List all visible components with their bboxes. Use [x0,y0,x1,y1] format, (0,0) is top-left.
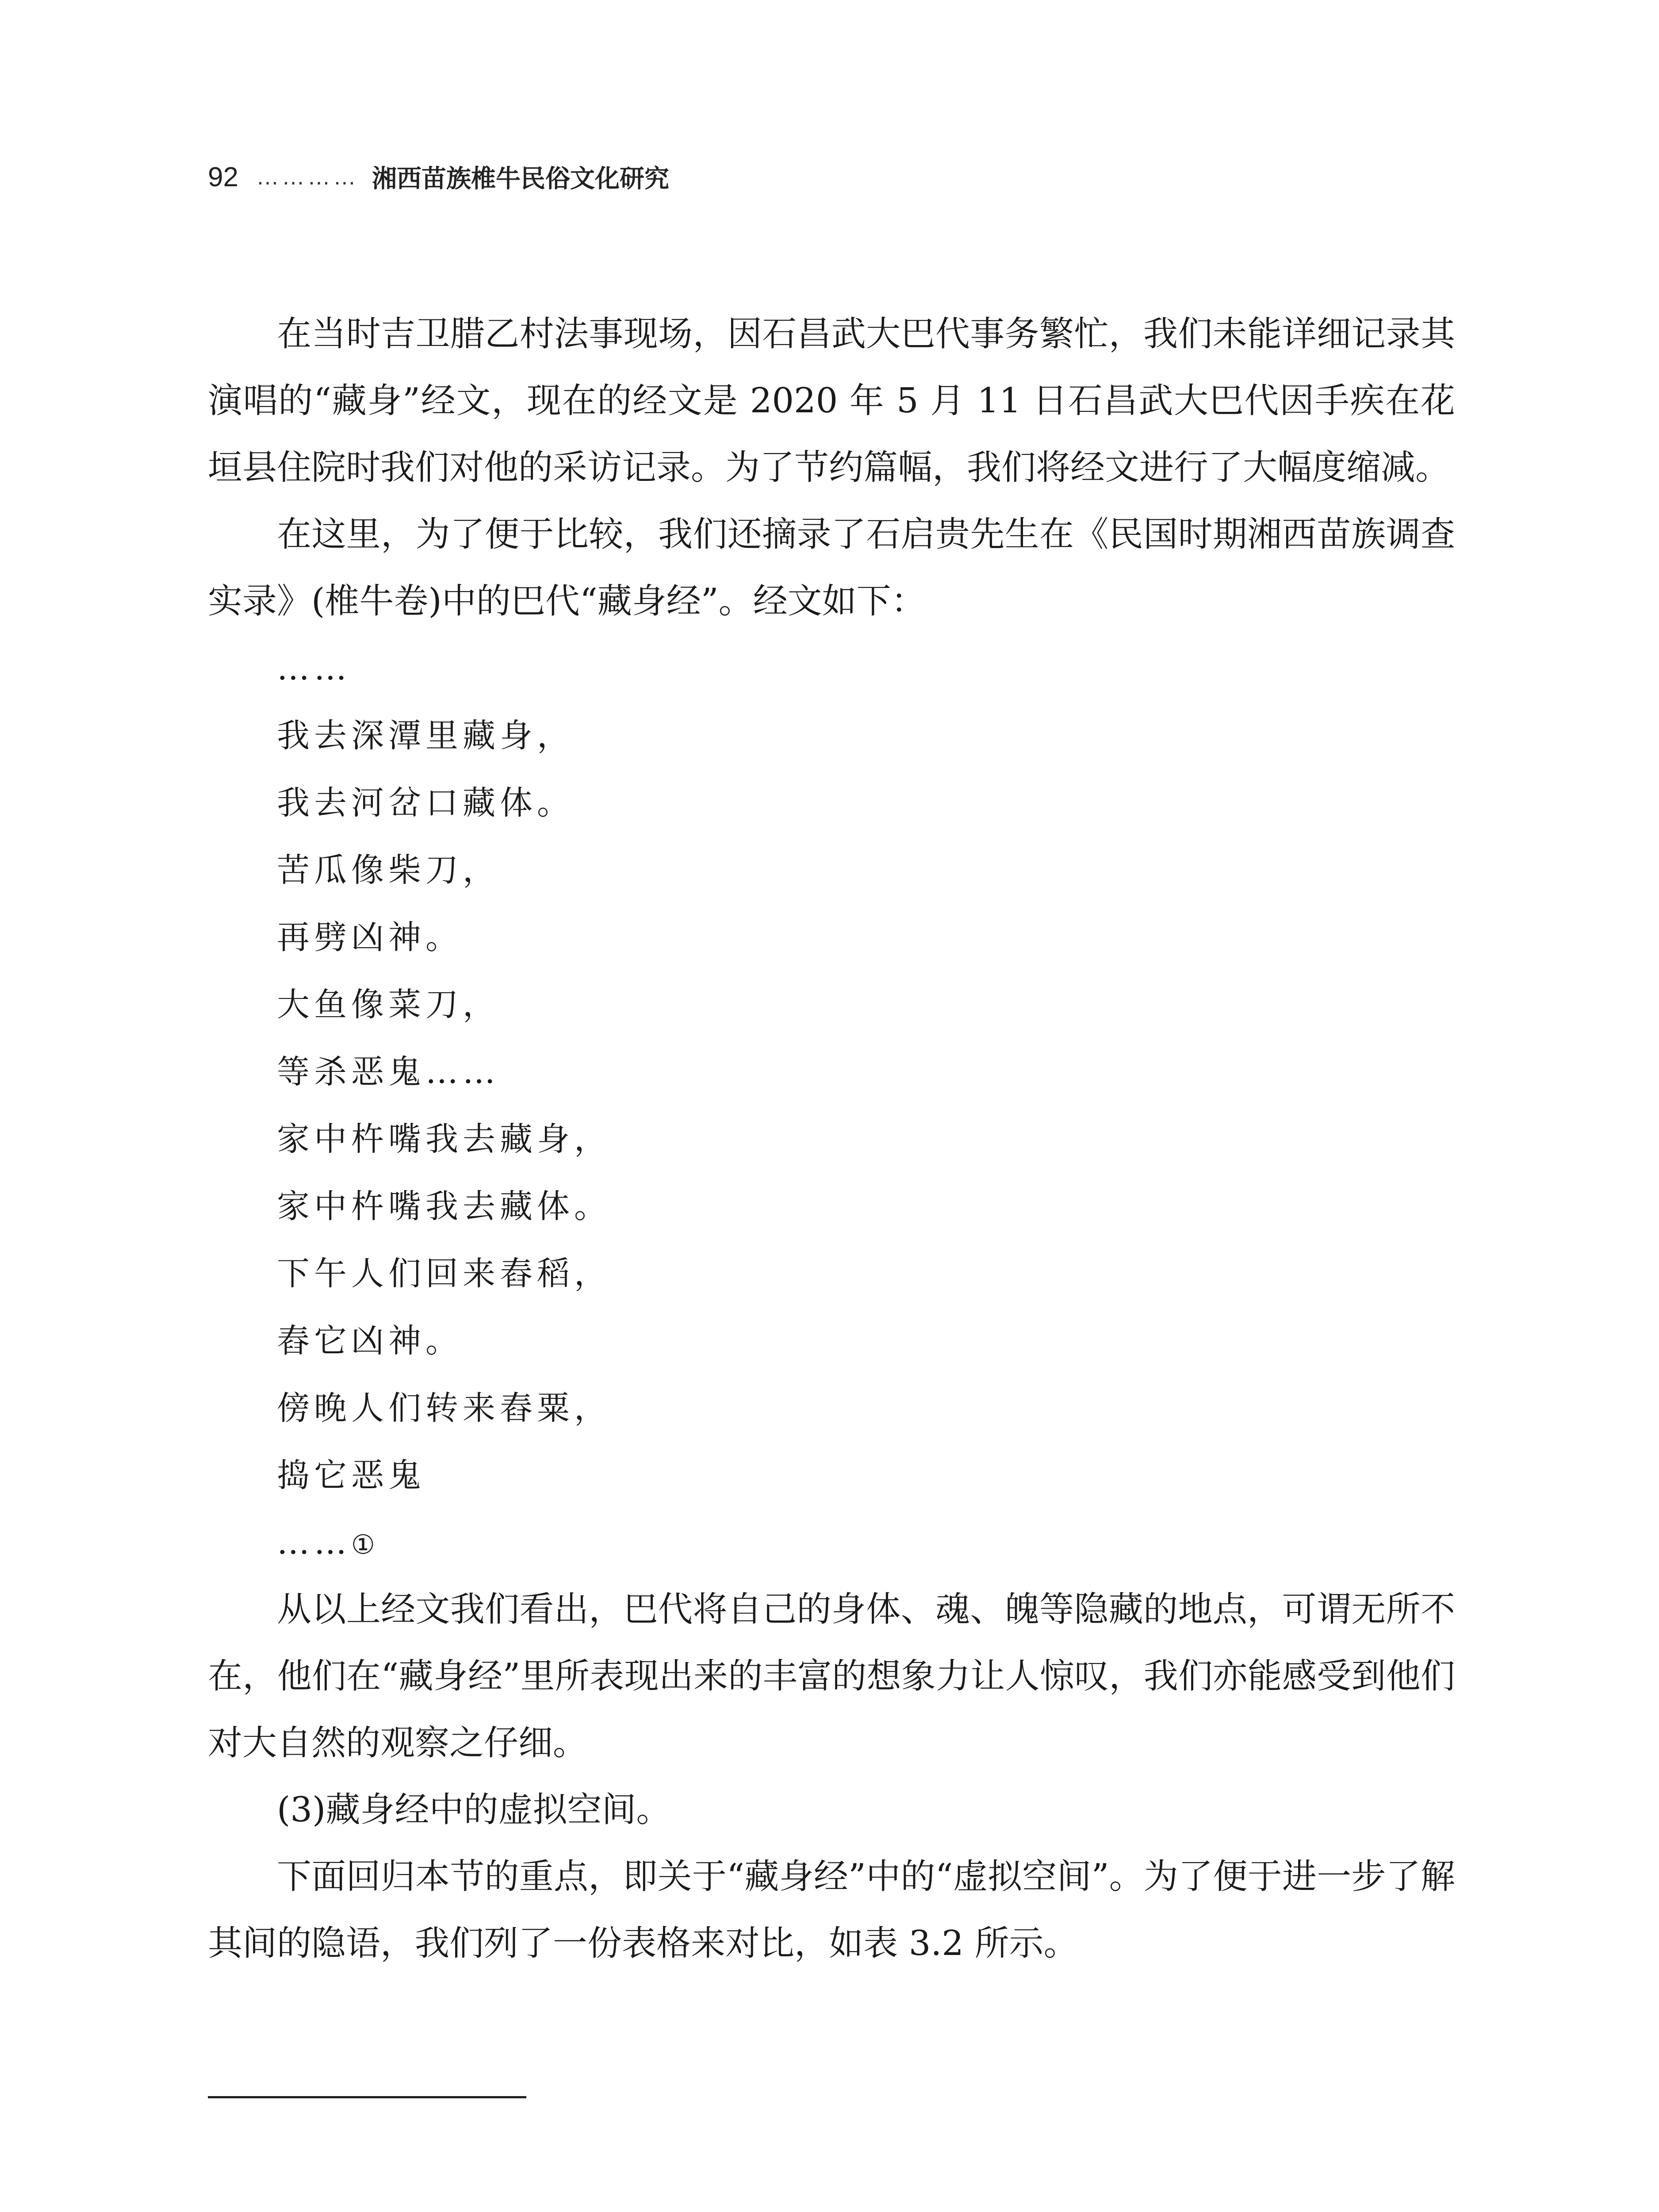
verse-line: 家中杵嘴我去藏身， [277,1120,611,1158]
book-title: 湘西苗族椎牛民俗文化研究 [372,165,669,193]
verse-line: …… [277,649,351,687]
paragraph: 在当时吉卫腊乙村法事现场，因石昌武大巴代事务繁忙，我们未能详细记录其演唱的“藏身”经文，现在的经文是 2020 年 5 月 11 日石昌武大巴代因手疾在花垣县住院时我们对他的采访记录。为了节约篇幅，我们将经文进行了大幅度缩减。 [208,314,1455,488]
verse-ellipsis: …… [277,1524,351,1562]
verse-line: 等杀恶鬼…… [277,1053,500,1091]
verse-line: 大鱼像菜刀， [277,986,500,1024]
verse-line: 家中杵嘴我去藏体。 [277,1187,611,1225]
footnote-reference[interactable]: ① [351,1529,379,1560]
verse-line: 我去河岔口藏体。 [277,784,574,822]
paragraph: 从以上经文我们看出，巴代将自己的身体、魂、魄等隐藏的地点，可谓无所不在，他们在“藏身经”里所表现出来的丰富的想象力让人惊叹，我们亦能感受到他们对大自然的观察之仔细。 [208,1590,1455,1763]
verse-line: 傍晚人们转来舂粟， [277,1389,611,1427]
body-text [208,301,1455,1977]
verse-line: 下午人们回来舂稻， [277,1255,611,1293]
section-heading: (3)藏身经中的虚拟空间。 [277,1790,671,1830]
verse-line: 捣它恶鬼 [277,1456,425,1494]
verse-line: 苦瓜像柴刀， [277,851,500,889]
scripture-quote [208,635,1455,1576]
verse-line: 再劈凶神。 [277,918,463,956]
footnote-divider [208,2096,526,2098]
running-header [208,157,669,197]
page-number: 92 [208,161,238,192]
paragraph: 在这里，为了便于比较，我们还摘录了石启贵先生在《民国时期湘西苗族调查实录》(椎牛卷)中的巴代“藏身经”。经文如下： [208,515,1455,621]
verse-line: 我去深潭里藏身， [277,717,574,755]
header-dot-leader: ………… [256,164,359,190]
verse-line-end [277,1509,1455,1576]
verse-line: 舂它凶神。 [277,1322,463,1360]
paragraph: 下面回归本节的重点，即关于“藏身经”中的“虚拟空间”。为了便于进一步了解其间的隐语，我们列了一份表格来对比，如表 3.2 所示。 [208,1857,1455,1963]
